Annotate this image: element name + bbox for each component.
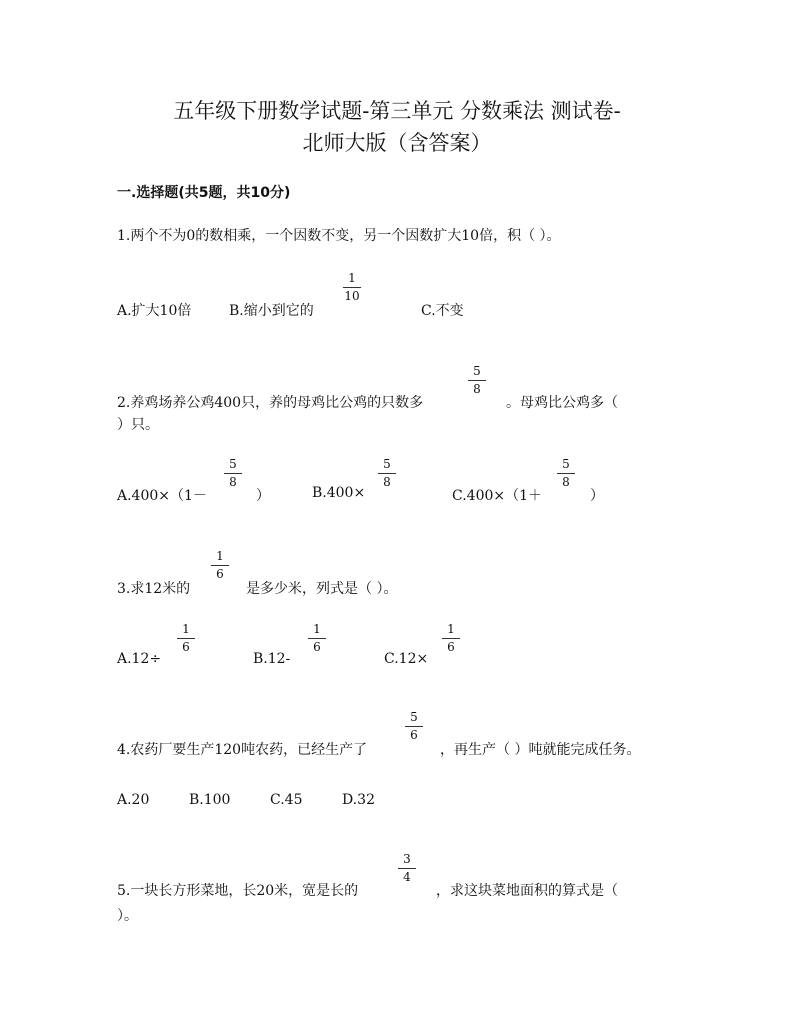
fraction-bar xyxy=(405,726,423,727)
question-3-stem-part2: 是多少米，列式是（ ）。 xyxy=(246,581,398,597)
fraction-bar xyxy=(378,473,396,474)
question-2-option-a: A.400×（1－ xyxy=(117,488,207,504)
fraction-denominator: 8 xyxy=(473,382,481,396)
question-5-stem-fraction xyxy=(396,852,418,885)
fraction-numerator: 1 xyxy=(216,549,224,563)
fraction-denominator: 10 xyxy=(344,289,360,303)
fraction-numerator: 1 xyxy=(447,622,455,636)
fraction-denominator: 8 xyxy=(383,475,391,489)
question-4-stem-fraction xyxy=(403,710,425,743)
fraction-bar xyxy=(343,287,361,288)
question-3-stem-fraction xyxy=(209,549,231,582)
question-4-stem-part2: ，再生产（ ）吨就能完成任务。 xyxy=(440,742,641,758)
fraction-numerator: 5 xyxy=(229,457,237,471)
fraction-bar xyxy=(468,380,486,381)
question-4-option-b: B.100 xyxy=(189,792,231,808)
question-5-stem-part3: ）。 xyxy=(117,908,138,924)
question-2-stem-fraction xyxy=(466,364,488,397)
section-heading: 一.选择题(共5题，共10分) xyxy=(117,185,291,201)
fraction-numerator: 1 xyxy=(348,271,356,285)
question-2-option-a-fraction xyxy=(222,457,244,490)
question-1-option-b-fraction xyxy=(341,271,363,304)
question-2-stem-part1: 2.养鸡场养公鸡400只，养的母鸡比公鸡的只数多 xyxy=(117,395,424,411)
fraction-numerator: 1 xyxy=(182,622,190,636)
fraction-denominator: 6 xyxy=(410,728,418,742)
question-2-stem-part3: ）只。 xyxy=(117,417,159,433)
question-4-stem-part1: 4.农药厂要生产120吨农药，已经生产了 xyxy=(117,742,368,758)
fraction-denominator: 4 xyxy=(403,870,411,884)
fraction-numerator: 5 xyxy=(562,457,570,471)
question-2-option-a-close: ） xyxy=(256,488,270,504)
question-1-option-c: C.不变 xyxy=(421,303,464,319)
fraction-denominator: 8 xyxy=(562,475,570,489)
page-title-line1: 五年级下册数学试题-第三单元 分数乘法 测试卷- xyxy=(173,99,621,123)
question-3-option-a-fraction xyxy=(175,622,197,655)
question-5-stem-part2: ，求这块菜地面积的算式是（ xyxy=(436,883,618,899)
question-3-option-c: C.12× xyxy=(384,651,429,667)
question-3-option-b: B.12- xyxy=(253,651,291,667)
question-3-option-a: A.12÷ xyxy=(117,651,162,667)
question-2-option-b: B.400× xyxy=(312,485,366,501)
fraction-denominator: 8 xyxy=(229,475,237,489)
question-2-option-b-fraction xyxy=(376,457,398,490)
question-2-option-c-fraction xyxy=(555,457,577,490)
question-1-option-b: B.缩小到它的 xyxy=(229,303,314,319)
fraction-denominator: 6 xyxy=(447,640,455,654)
question-2-stem-part2: 。母鸡比公鸡多（ xyxy=(506,395,618,411)
question-2-option-c-close: ） xyxy=(590,488,604,504)
fraction-denominator: 6 xyxy=(216,567,224,581)
question-4-option-c: C.45 xyxy=(270,792,303,808)
page-title-line2: 北师大版（含答案） xyxy=(302,131,492,155)
question-2-option-c: C.400×（1＋ xyxy=(452,488,543,504)
fraction-bar xyxy=(177,638,195,639)
fraction-numerator: 3 xyxy=(403,852,411,866)
fraction-bar xyxy=(442,638,460,639)
fraction-bar xyxy=(308,638,326,639)
question-1-stem: 1.两个不为0的数相乘，一个因数不变，另一个因数扩大10倍，积（ ）。 xyxy=(117,228,561,244)
question-4-option-d: D.32 xyxy=(342,792,375,808)
fraction-denominator: 6 xyxy=(182,640,190,654)
fraction-numerator: 5 xyxy=(383,457,391,471)
fraction-numerator: 5 xyxy=(473,364,481,378)
fraction-bar xyxy=(557,473,575,474)
fraction-numerator: 5 xyxy=(410,710,418,724)
question-3-option-c-fraction xyxy=(440,622,462,655)
fraction-bar xyxy=(211,565,229,566)
question-3-stem-part1: 3.求12米的 xyxy=(117,581,191,597)
fraction-bar xyxy=(398,868,416,869)
fraction-bar xyxy=(224,473,242,474)
fraction-numerator: 1 xyxy=(313,622,321,636)
question-1-option-a: A.扩大10倍 xyxy=(117,303,192,319)
question-4-option-a: A.20 xyxy=(117,792,150,808)
question-3-option-b-fraction xyxy=(306,622,328,655)
question-5-stem-part1: 5.一块长方形菜地，长20米，宽是长的 xyxy=(117,883,359,899)
fraction-denominator: 6 xyxy=(313,640,321,654)
